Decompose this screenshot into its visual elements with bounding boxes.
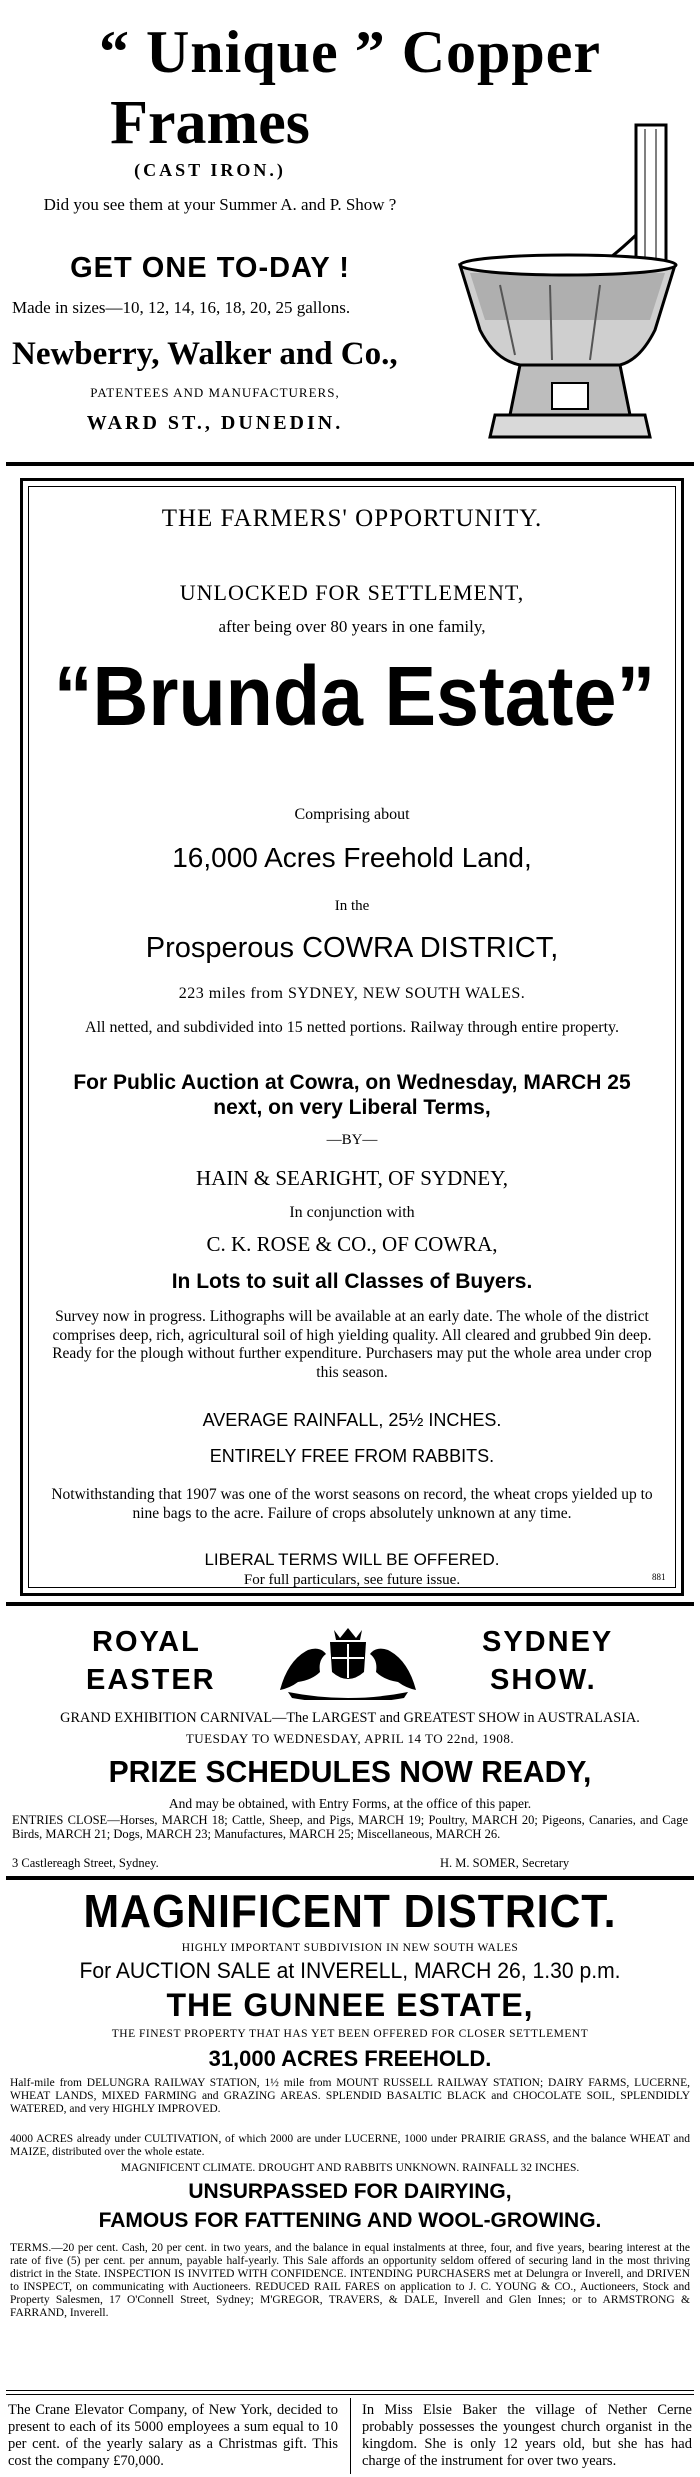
coat-of-arms-emblem xyxy=(268,1620,428,1700)
brunda-district: Prosperous COWRA DISTRICT, xyxy=(145,932,559,964)
gunnee-halfmile: Half-mile from DELUNGRA RAILWAY STATION, 1½ mile from MOUNT RUSSELL RAILWAY STATION; DAIRY FARMS, LUCERNE, WHEAT LANDS, MIXED FARMING and GRAZING AREAS. SPLENDID BASALTIC BLACK and CHOCOLATE SOIL, SPLENDIDLY WATERED, and very HIGHLY IMPROVED. xyxy=(10,2077,690,2115)
copper-ad-title: “ Unique ” Copper xyxy=(98,19,602,85)
divider xyxy=(6,2394,694,2395)
brunda-notwithstanding: Notwithstanding that 1907 was one of the worst seasons on record, the wheat crops yielded up to nine bags to the acre. Failure of crops absolutely unknown at any time. xyxy=(51,1486,653,1522)
show-street: 3 Castlereagh Street, Sydney. xyxy=(12,1856,159,1870)
copper-ad-question: Did you see them at your Summer A. and P. Show ? xyxy=(43,195,397,214)
copper-ad-cta: GET ONE TO-DAY ! xyxy=(70,252,350,284)
brunda-in-the: In the xyxy=(334,898,370,914)
gunnee-sub: HIGHLY IMPORTANT SUBDIVISION IN NEW SOUTH WALES xyxy=(181,1942,519,1954)
copper-ad-subtitle: (CAST IRON.) xyxy=(134,160,286,180)
copper-frame-illustration xyxy=(440,115,695,445)
show-carnival: GRAND EXHIBITION CARNIVAL—The LARGEST and GREATEST SHOW in AUSTRALASIA. xyxy=(60,1710,640,1726)
divider xyxy=(6,2390,694,2391)
show-royal: ROYAL xyxy=(92,1626,201,1658)
brunda-auctioneer: HAIN & SEARIGHT, OF SYDNEY, xyxy=(196,1166,508,1190)
news-right-column: In Miss Elsie Baker the village of Nether Cerne probably possesses the youngest church organist in the kingdom. She is only 12 years old, but she has had charge of the instrument for over two years. xyxy=(362,2402,692,2469)
gunnee-auction: For AUCTION SALE at INVERELL, MARCH 26, 1.30 p.m. xyxy=(79,1958,621,1983)
gunnee-unsurpassed: UNSURPASSED FOR DAIRYING, xyxy=(188,2180,512,2203)
gunnee-cultivation: 4000 ACRES already under CULTIVATION, of which 2000 are under LUCERNE, 1000 under PRAIRIE GRASS, and the balance WHEAT and MAIZE, distributed over the whole estate. xyxy=(10,2133,690,2158)
brunda-code: 881 xyxy=(652,1572,666,1582)
show-obtain: And may be obtained, with Entry Forms, at the office of this paper. xyxy=(168,1796,532,1811)
brunda-survey: Survey now in progress. Lithographs will be available at an early date. The whole of the district comprises deep, rich, agricultural soil of high yielding quality. All cleared and grubbed 9in deep. Ready for the plough without further expenditure. Purchasers may put the whole area under crop this season. xyxy=(52,1308,652,1381)
brunda-particulars xyxy=(28,1572,676,1593)
copper-ad-role: PATENTEES AND MANUFACTURERS, xyxy=(90,385,340,400)
brunda-liberal: LIBERAL TERMS WILL BE OFFERED. xyxy=(204,1550,500,1569)
brunda-auction: For Public Auction at Cowra, on Wednesday, MARCH 25 next, on very Liberal Terms, xyxy=(73,1071,631,1119)
divider xyxy=(6,462,694,466)
copper-ad-title-frames: Frames xyxy=(110,89,310,157)
brunda-estate-title: “Brunda Estate” xyxy=(53,649,656,743)
column-divider xyxy=(350,2398,351,2474)
show-dates: TUESDAY TO WEDNESDAY, APRIL 14 TO 22nd, 1908. xyxy=(185,1731,515,1746)
brunda-agent: C. K. ROSE & CO., OF COWRA, xyxy=(206,1232,498,1256)
brunda-netted: All netted, and subdivided into 15 netted portions. Railway through entire property. xyxy=(85,1019,619,1036)
copper-ad-address: WARD ST., DUNEDIN. xyxy=(86,412,344,434)
divider xyxy=(6,1602,694,1606)
gunnee-finest: THE FINEST PROPERTY THAT HAS YET BEEN OFFERED FOR CLOSER SETTLEMENT xyxy=(111,2028,589,2040)
copper-ad-sizes: Made in sizes—10, 12, 14, 16, 18, 20, 25 gallons. xyxy=(12,298,351,317)
brunda-heading: THE FARMERS' OPPORTUNITY. xyxy=(161,505,543,532)
show-sydney: SYDNEY xyxy=(482,1626,614,1658)
brunda-particulars-text: For full particulars, see future issue. xyxy=(243,1572,461,1588)
brunda-after: after being over 80 years in one family, xyxy=(218,617,486,636)
brunda-rabbits: ENTIRELY FREE FROM RABBITS. xyxy=(209,1446,495,1466)
brunda-conjunction: In conjunction with xyxy=(289,1204,415,1221)
brunda-acres: 16,000 Acres Freehold Land, xyxy=(172,842,532,873)
copper-ad-company: Newberry, Walker and Co., xyxy=(12,336,398,372)
news-left-column: The Crane Elevator Company, of New York, decided to present to each of its 5000 employees a sum equal to 10 per cent. of the yearly salary as a Christmas gift. This cost the company £70,000. xyxy=(8,2402,338,2469)
gunnee-famous: FAMOUS FOR FATTENING AND WOOL-GROWING. xyxy=(98,2209,602,2232)
gunnee-terms: TERMS.—20 per cent. Cash, 20 per cent. in two years, and the balance in equal instalments at three, four, and five years, bearing interest at the rate of five (5) per cent. per annum, payable half-yearly. This Sale affords an opportunity seldom offered of securing land in the most thriving district in the State. INSPECTION IS INVITED WITH CONFIDENCE. INTENDING PURCHASERS met at Delungra or Inverell, and DRIVEN to INSPECT, on communicating with Auctioneers. REDUCED RAIL FARES on application to J. C. YOUNG & CO., Auctioneers, Stock and Property Salesmen, 17 O'Connell Street, Sydney; M'GREGOR, TRAVERS, & DALE, Inverell and Glen Innes; or to ARMSTRONG & FARRAND, Inverell. xyxy=(10,2242,690,2319)
show-entries: ENTRIES CLOSE—Horses, MARCH 18; Cattle, Sheep, and Pigs, MARCH 19; Poultry, MARCH 20; Pigeons, Canaries, and Cage Birds, MARCH 21; Dogs, MARCH 23; Manufactures, MARCH 25; Miscellaneous, MARCH 26. xyxy=(12,1813,688,1841)
show-easter: EASTER xyxy=(86,1664,216,1696)
show-show: SHOW. xyxy=(490,1664,597,1696)
gunnee-estate-title: THE GUNNEE ESTATE, xyxy=(166,1987,534,2023)
gunnee-climate: MAGNIFICENT CLIMATE. DROUGHT AND RABBITS UNKNOWN. RAINFALL 32 INCHES. xyxy=(120,2162,580,2174)
brunda-by: —BY— xyxy=(326,1132,378,1148)
brunda-lots: In Lots to suit all Classes of Buyers. xyxy=(171,1270,533,1293)
gunnee-heading: MAGNIFICENT DISTRICT. xyxy=(83,1885,617,1937)
brunda-comprising: Comprising about xyxy=(294,806,410,823)
brunda-rainfall: AVERAGE RAINFALL, 25½ INCHES. xyxy=(202,1410,502,1430)
divider xyxy=(6,1876,694,1880)
show-schedules: PRIZE SCHEDULES NOW READY, xyxy=(108,1754,592,1789)
brunda-unlocked: UNLOCKED FOR SETTLEMENT, xyxy=(179,580,525,605)
show-secretary: H. M. SOMER, Secretary xyxy=(440,1856,570,1870)
gunnee-acres: 31,000 ACRES FREEHOLD. xyxy=(208,2046,492,2071)
brunda-distance: 223 miles from SYDNEY, NEW SOUTH WALES. xyxy=(178,985,526,1002)
